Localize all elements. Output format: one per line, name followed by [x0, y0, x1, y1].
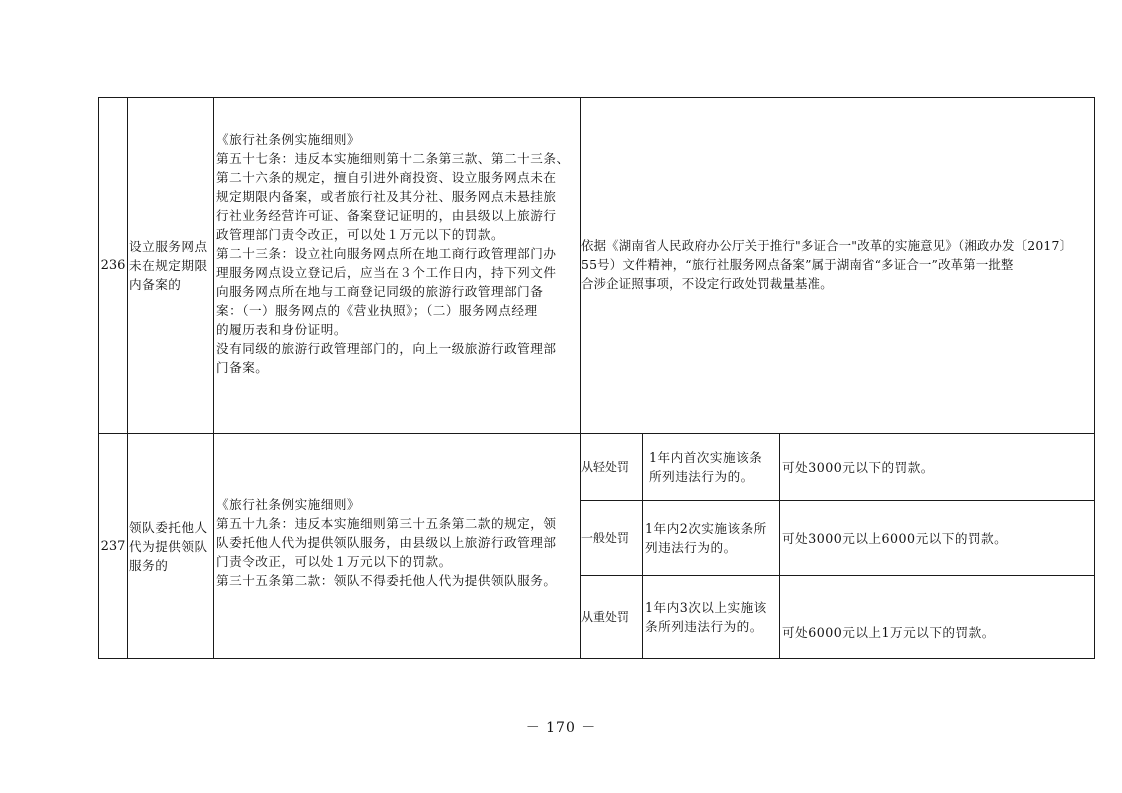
row-number: [99, 98, 127, 433]
title-line: 设立服务网点: [129, 239, 208, 254]
penalty-amount: [782, 434, 1094, 500]
basis-line: 门备案。: [216, 360, 269, 375]
note-line: 55号）文件精神，“旅行社服务网点备案”属于湖南省“多证合一”改革第一批整: [581, 257, 1014, 272]
circumstance-line: 1年内首次实施该条: [649, 450, 763, 465]
penalty-amount: [782, 501, 1094, 575]
penalty-text: 可处6000元以上1万元以下的罚款。: [782, 625, 995, 640]
violation-title: [129, 434, 213, 658]
row-number-text: 237: [100, 538, 126, 554]
circumstance: [645, 576, 779, 658]
circumstance-line: 所列违法行为的。: [649, 469, 754, 484]
page-number: － 170 －: [525, 720, 597, 736]
basis-line: 第五十九条：违反本实施细则第三十五条第二款的规定，领: [216, 516, 557, 531]
basis-line: 第五十七条：违反本实施细则第十二条第三款、第二十三条、: [216, 151, 570, 166]
penalty-level: [581, 434, 642, 500]
basis-line: 《旅行社条例实施细则》: [216, 132, 361, 147]
column-divider: [127, 97, 128, 659]
basis-line: 第二十六条的规定，擅自引进外商投资、设立服务网点未在: [216, 170, 557, 185]
basis-line: 第二十三条：设立社向服务网点所在地工商行政管理部门办: [216, 246, 557, 261]
basis-line: 行社业务经营许可证、备案登记证明的，由县级以上旅游行: [216, 208, 557, 223]
title-line: 未在规定期限: [129, 258, 208, 273]
penalty-text: 可处3000元以上6000元以下的罚款。: [782, 530, 1008, 546]
level-label: 从轻处罚: [581, 459, 630, 474]
basis-line: 向服务网点所在地与工商登记同级的旅游行政管理部门备: [216, 284, 544, 299]
title-line: 内备案的: [129, 277, 182, 292]
table-border-right: [1094, 97, 1095, 659]
table-border-bottom: [98, 658, 1095, 659]
discretion-note: [581, 236, 1094, 293]
basis-line: 没有同级的旅游行政管理部门的，向上一级旅游行政管理部: [216, 341, 557, 356]
circumstance: [645, 501, 779, 575]
circumstance-line: 条所列违法行为的。: [645, 619, 763, 634]
basis-line: 案：（一）服务网点的《营业执照》；（二）服务网点经理: [216, 303, 538, 318]
basis-line: 政管理部门责令改正，可以处１万元以下的罚款。: [216, 227, 505, 242]
column-divider: [779, 433, 780, 659]
basis-line: 理服务网点设立登记后，应当在３个工作日内，持下列文件: [216, 265, 557, 280]
level-label: 从重处罚: [581, 609, 630, 624]
circumstance: [649, 434, 779, 500]
circumstance-line: 1年内3次以上实施该: [645, 600, 767, 615]
penalty-text: 可处3000元以下的罚款。: [782, 459, 934, 475]
title-line: 领队委托他人: [129, 519, 208, 535]
legal-basis: [216, 495, 580, 590]
title-line: 代为提供领队: [129, 538, 208, 554]
basis-line: 的履历表和身份证明。: [216, 322, 347, 337]
column-divider: [642, 433, 643, 659]
legal-basis: [216, 130, 580, 377]
column-divider: [213, 97, 214, 659]
basis-line: 规定期限内备案，或者旅行社及其分社、服务网点未悬挂旅: [216, 189, 557, 204]
basis-line: 《旅行社条例实施细则》: [216, 497, 361, 512]
circumstance-line: 1年内2次实施该条所: [645, 521, 767, 536]
table-border-top: [98, 97, 1095, 98]
basis-line: 门责令改正，可以处１万元以下的罚款。: [216, 554, 452, 569]
basis-line: 队委托他人代为提供领队服务，由县级以上旅游行政管理部: [216, 535, 557, 550]
note-line: 依据《湖南省人民政府办公厅关于推行"多证合一"改革的实施意见》（湘政办发〔2017〕: [581, 238, 1073, 253]
penalty-level: [581, 576, 642, 658]
row-number-text: 236: [100, 258, 126, 273]
row-number: [99, 434, 127, 658]
penalty-level: [581, 501, 642, 575]
circumstance-line: 列违法行为的。: [645, 540, 737, 555]
title-line: 服务的: [129, 557, 169, 573]
basis-line: 第三十五条第二款：领队不得委托他人代为提供领队服务。: [216, 573, 557, 588]
level-label: 一般处罚: [581, 530, 630, 545]
penalty-amount: [782, 623, 1094, 642]
violation-title: [129, 98, 213, 433]
note-line: 合涉企证照事项，不设定行政处罚裁量基准。: [581, 276, 833, 291]
